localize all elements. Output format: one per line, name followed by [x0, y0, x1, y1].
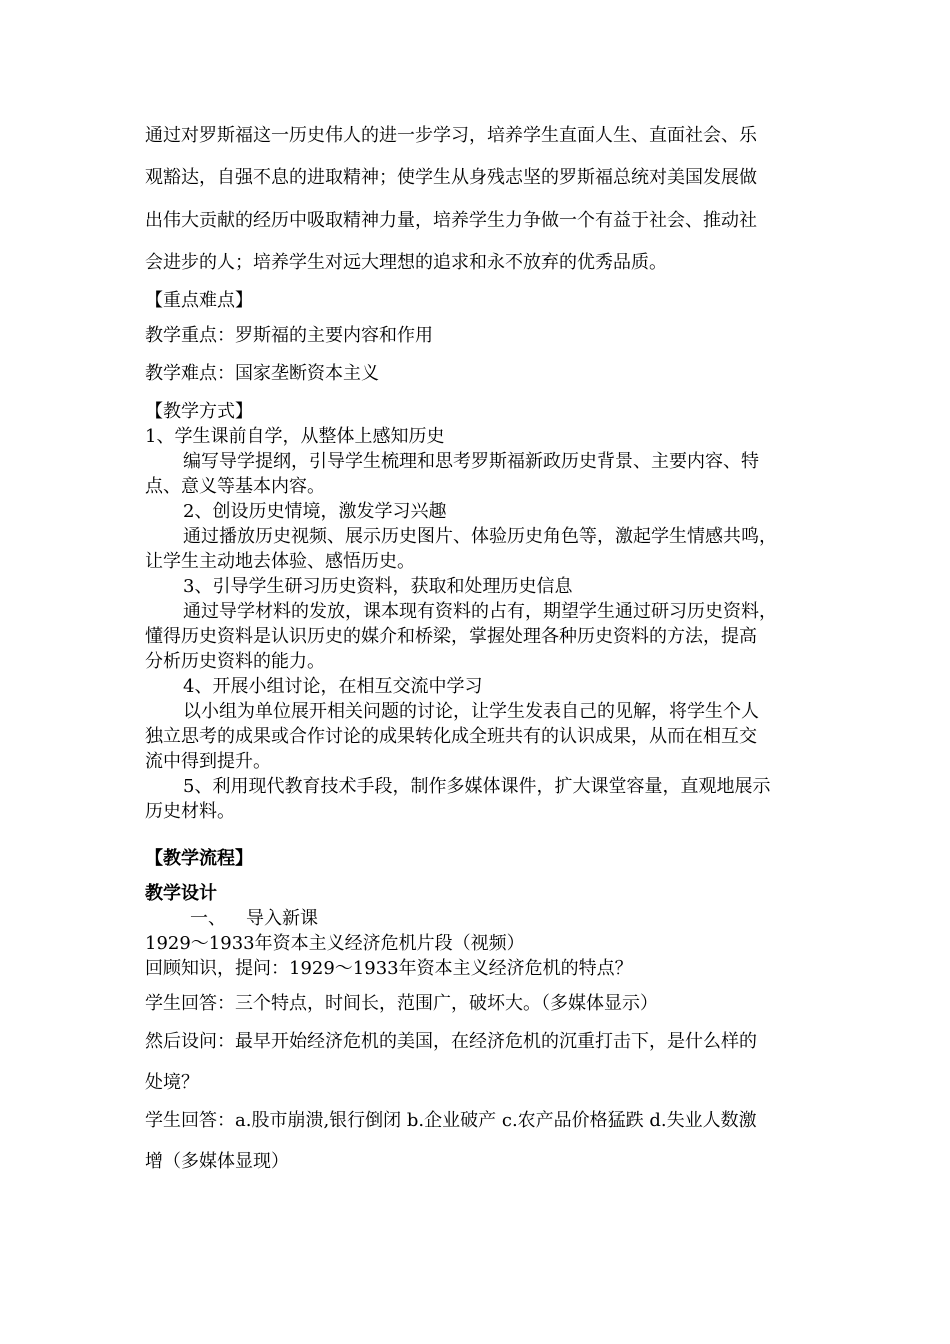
step-1-title: 导入新课: [246, 908, 318, 929]
step-1-number: 一、: [190, 908, 226, 929]
section-heading-key-points: 【重点难点】: [145, 290, 253, 311]
method-3-body: 分析历史资料的能力。: [145, 651, 325, 672]
text-line: 出伟大贡献的经历中吸取精神力量，培养学生力争做一个有益于社会、推动社: [145, 210, 757, 231]
student-answer-1: 学生回答：三个特点，时间长，范围广，破坏大。（多媒体显示）: [145, 993, 658, 1014]
method-5-body: 历史材料。: [145, 801, 235, 822]
method-4-title: 4、开展小组讨论，在相互交流中学习: [183, 676, 483, 697]
method-3-body: 懂得历史资料是认识历史的媒介和桥梁，掌握处理各种历史资料的方法，提高: [145, 626, 757, 647]
method-1-body: 点、意义等基本内容。: [145, 476, 325, 497]
student-answer-2: 学生回答：a.股市崩溃,银行倒闭 b.企业破产 c.农产品价格猛跌 d.失业人数激: [145, 1110, 757, 1131]
method-1-body: 编写导学提纲，引导学生梳理和思考罗斯福新政历史背景、主要内容、特: [183, 451, 759, 472]
method-1-title: 1、学生课前自学，从整体上感知历史: [145, 426, 445, 447]
method-4-body: 流中得到提升。: [145, 751, 271, 772]
section-heading-methods: 【教学方式】: [145, 401, 253, 422]
method-3-title: 3、引导学生研习历史资料，获取和处理历史信息: [183, 576, 573, 597]
question-2: 然后设问：最早开始经济危机的美国，在经济危机的沉重打击下，是什么样的: [145, 1031, 757, 1052]
text-line: 会进步的人；培养学生对远大理想的追求和永不放弃的优秀品质。: [145, 252, 667, 273]
student-answer-2: 增（多媒体显现）: [145, 1151, 289, 1172]
question-2: 处境？: [145, 1072, 199, 1093]
method-2-body: 通过播放历史视频、展示历史图片、体验历史角色等，激起学生情感共鸣，: [183, 526, 777, 547]
review-question: 回顾知识，提问：1929～1933年资本主义经济危机的特点？: [145, 958, 633, 979]
method-2-title: 2、创设历史情境，激发学习兴趣: [183, 501, 447, 522]
method-2-body: 让学生主动地去体验、感悟历史。: [145, 551, 415, 572]
text-line: 通过对罗斯福这一历史伟人的进一步学习，培养学生直面人生、直面社会、乐: [145, 125, 757, 146]
section-heading-flow: 【教学流程】: [145, 848, 253, 869]
method-4-body: 以小组为单位展开相关问题的讨论，让学生发表自己的见解，将学生个人: [183, 701, 759, 722]
subheading-design: 教学设计: [145, 883, 217, 904]
key-point: 教学重点：罗斯福的主要内容和作用: [145, 325, 433, 346]
difficult-point: 教学难点：国家垄断资本主义: [145, 363, 379, 384]
video-line: 1929～1933年资本主义经济危机片段（视频）: [145, 933, 525, 954]
method-4-body: 独立思考的成果或合作讨论的成果转化成全班共有的认识成果，从而在相互交: [145, 726, 757, 747]
method-5-body: 5、利用现代教育技术手段，制作多媒体课件，扩大课堂容量，直观地展示: [183, 776, 771, 797]
text-line: 观豁达，自强不息的进取精神；使学生从身残志坚的罗斯福总统对美国发展做: [145, 167, 757, 188]
method-3-body: 通过导学材料的发放，课本现有资料的占有，期望学生通过研习历史资料，: [183, 601, 777, 622]
